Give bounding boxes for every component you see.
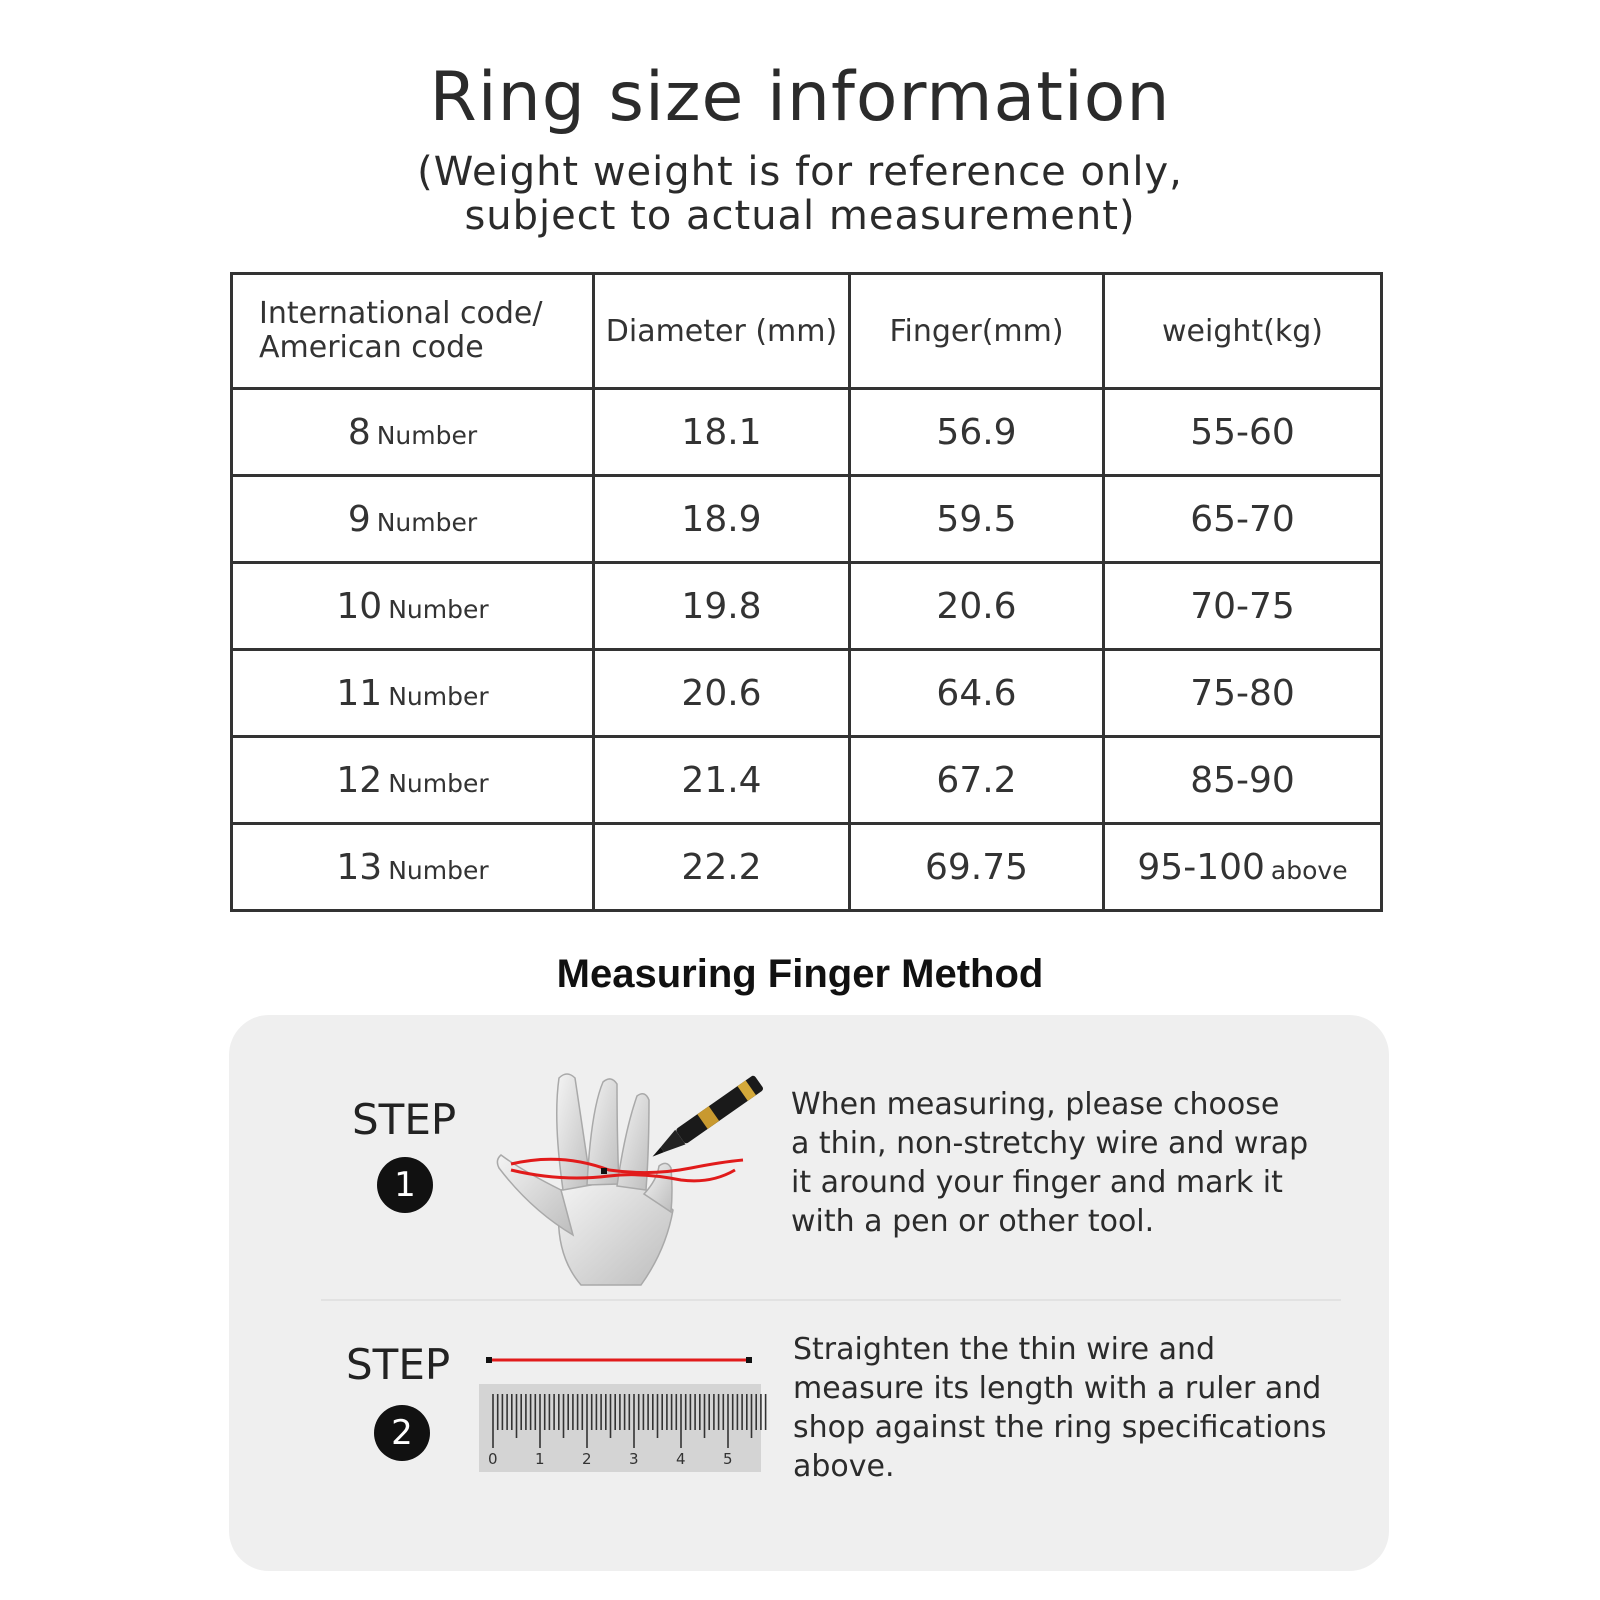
header-code xyxy=(232,274,594,389)
step-1-label: STEP xyxy=(352,1095,457,1144)
step-1-line: a thin, non-stretchy wire and wrap xyxy=(791,1126,1309,1161)
step-2-line: Straighten the thin wire and xyxy=(793,1332,1216,1367)
step-1-line: with a pen or other tool. xyxy=(791,1204,1155,1239)
cell-code xyxy=(232,563,594,650)
table-row xyxy=(232,476,1382,563)
step-2-label: STEP xyxy=(346,1340,451,1389)
ring-size-table xyxy=(230,272,1383,912)
weight-range: 55-60 xyxy=(1190,411,1295,453)
code-unit: Number xyxy=(376,507,478,537)
cell-code xyxy=(232,824,594,911)
header-code-line-1: International code/ xyxy=(259,296,543,331)
step-1-badge: 1 xyxy=(377,1157,433,1213)
code-unit: Number xyxy=(388,768,489,798)
ruler-number: 0 xyxy=(488,1450,498,1468)
cell-finger: 56.9 xyxy=(850,389,1104,476)
cell-weight xyxy=(1104,737,1382,824)
cell-weight xyxy=(1104,476,1382,563)
ruler-number: 3 xyxy=(629,1450,639,1468)
cell-weight xyxy=(1104,563,1382,650)
step-2-line: above. xyxy=(793,1449,895,1484)
cell-finger: 64.6 xyxy=(850,650,1104,737)
page-subtitle xyxy=(0,150,1600,238)
code-number: 11 xyxy=(336,672,383,714)
ruler-number: 5 xyxy=(723,1450,733,1468)
subtitle-line-1: (Weight weight is for reference only, xyxy=(417,149,1183,195)
step-1-line: it around your finger and mark it xyxy=(791,1165,1283,1200)
code-number: 12 xyxy=(336,759,383,801)
table-row xyxy=(232,650,1382,737)
cell-weight xyxy=(1104,824,1382,911)
code-number: 13 xyxy=(336,846,383,888)
cell-finger: 69.75 xyxy=(850,824,1104,911)
weight-range: 65-70 xyxy=(1190,498,1295,540)
cell-diameter: 19.8 xyxy=(594,563,850,650)
header-weight: weight(kg) xyxy=(1104,274,1382,389)
step-2-badge: 2 xyxy=(374,1405,430,1461)
code-number: 8 xyxy=(347,411,371,453)
cell-code xyxy=(232,389,594,476)
table-row xyxy=(232,824,1382,911)
ruler-wire-icon xyxy=(469,1350,769,1480)
cell-weight xyxy=(1104,650,1382,737)
cell-diameter: 18.1 xyxy=(594,389,850,476)
weight-range: 85-90 xyxy=(1190,759,1295,801)
code-unit: Number xyxy=(388,681,489,711)
method-title: Measuring Finger Method xyxy=(556,952,1044,996)
cell-finger: 59.5 xyxy=(850,476,1104,563)
weight-range: 70-75 xyxy=(1190,585,1295,627)
weight-suffix: above xyxy=(1270,855,1348,885)
code-number: 10 xyxy=(336,585,383,627)
wire-mark-start xyxy=(486,1357,492,1363)
cell-code xyxy=(232,737,594,824)
cell-diameter: 22.2 xyxy=(594,824,850,911)
hand-wire-pen-icon xyxy=(491,1060,781,1300)
cell-diameter: 21.4 xyxy=(594,737,850,824)
step-2-text xyxy=(793,1330,1327,1486)
header-code-line-2: American code xyxy=(259,330,484,365)
step-divider xyxy=(321,1299,1341,1301)
cell-code xyxy=(232,650,594,737)
cell-code xyxy=(232,476,594,563)
code-number: 9 xyxy=(347,498,371,540)
method-panel xyxy=(229,1015,1389,1571)
step-1-line: When measuring, please choose xyxy=(791,1087,1280,1122)
cell-diameter: 18.9 xyxy=(594,476,850,563)
page-title: Ring size information xyxy=(429,58,1171,137)
table-header-row xyxy=(232,274,1382,389)
table-row xyxy=(232,389,1382,476)
weight-range: 75-80 xyxy=(1190,672,1295,714)
weight-range: 95-100 xyxy=(1137,846,1265,888)
code-unit: Number xyxy=(376,420,478,450)
ruler-number: 1 xyxy=(535,1450,545,1468)
step-2-line: measure its length with a ruler and xyxy=(793,1371,1322,1406)
code-unit: Number xyxy=(388,855,489,885)
ruler-number: 2 xyxy=(582,1450,592,1468)
subtitle-line-2: subject to actual measurement) xyxy=(464,193,1136,239)
table-row xyxy=(232,737,1382,824)
code-unit: Number xyxy=(388,594,489,624)
cell-finger: 20.6 xyxy=(850,563,1104,650)
step-1-text xyxy=(791,1085,1308,1241)
ruler-number: 4 xyxy=(676,1450,686,1468)
step-2-line: shop against the ring specifications xyxy=(793,1410,1327,1445)
header-diameter: Diameter (mm) xyxy=(594,274,850,389)
cell-weight xyxy=(1104,389,1382,476)
cell-diameter: 20.6 xyxy=(594,650,850,737)
cell-finger: 67.2 xyxy=(850,737,1104,824)
table-row xyxy=(232,563,1382,650)
header-finger: Finger(mm) xyxy=(850,274,1104,389)
wire-mark-end xyxy=(746,1357,752,1363)
